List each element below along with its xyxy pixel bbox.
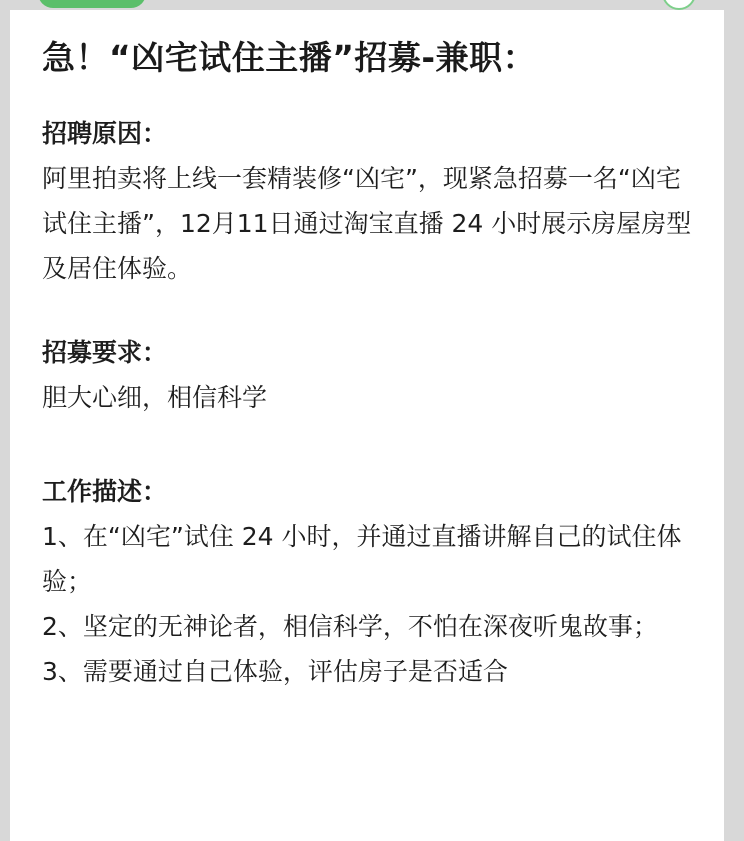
badge-pill xyxy=(38,0,146,8)
avatar xyxy=(662,0,696,10)
page-title: 急！“凶宅试住主播”招募-兼职： xyxy=(42,38,537,77)
section-body-reason: 阿里拍卖将上线一套精装修“凶宅”，现紧急招募一名“凶宅试住主播”，12月11日通过淘宝直播 24 小时展示房屋房型及居住体验。 xyxy=(42,164,692,283)
spacer xyxy=(42,317,696,333)
section-requirements xyxy=(42,333,696,420)
list-item: 3、需要通过自己体验，评估房子是否适合 xyxy=(42,657,508,686)
article-card xyxy=(10,10,724,841)
section-heading-requirements: 招募要求： xyxy=(42,338,168,367)
section-job-description xyxy=(42,472,696,686)
list-item: 1、在“凶宅”试住 24 小时，并通过直播讲解自己的试住体验； xyxy=(42,522,682,596)
spacer xyxy=(42,446,696,472)
section-heading-job-description: 工作描述： xyxy=(42,477,168,506)
section-heading-reason: 招聘原因： xyxy=(42,119,168,148)
section-body-requirements: 胆大心细，相信科学 xyxy=(42,383,268,412)
section-reason xyxy=(42,114,696,291)
badge-label xyxy=(52,0,82,2)
list-item: 2、坚定的无神论者，相信科学，不怕在深夜听鬼故事； xyxy=(42,612,658,641)
